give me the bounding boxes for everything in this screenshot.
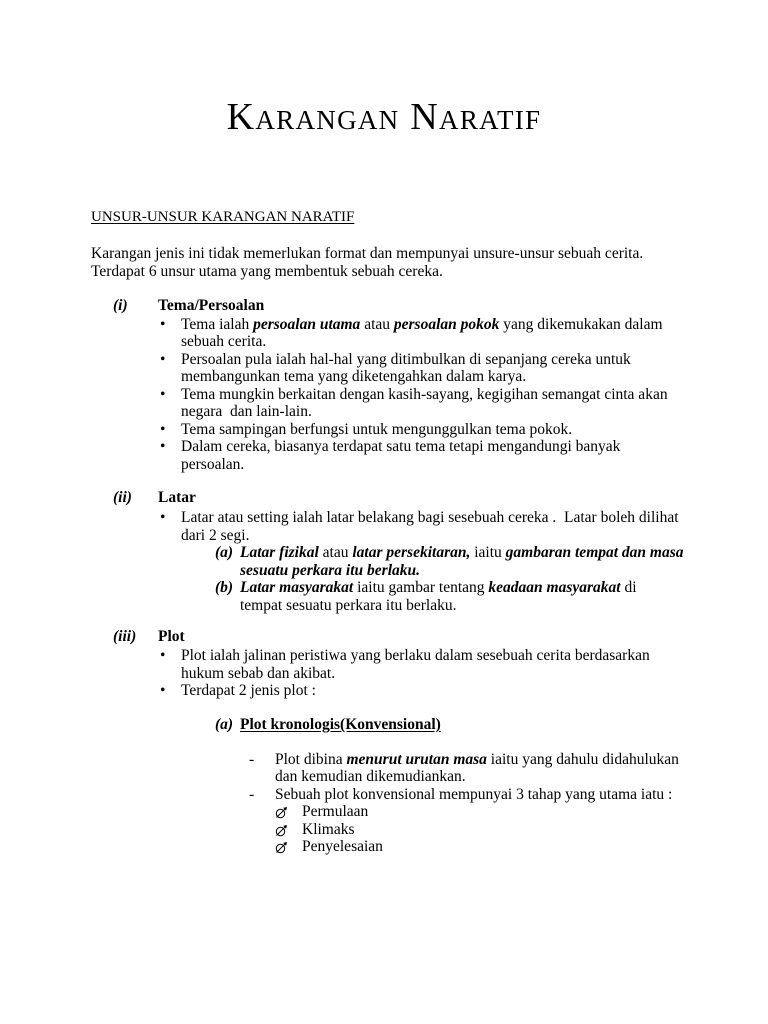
bullet-marker: •: [160, 315, 166, 333]
section-heading: UNSUR-UNSUR KARANGAN NARATIF: [91, 209, 355, 225]
text-run: gambaran tempat dan masa: [505, 544, 684, 561]
dash-list: [0, 751, 768, 804]
text-run: dan kemudian dikemudiankan.: [275, 768, 466, 785]
text-run: Plot ialah jalinan peristiwa yang berlaku dalam sesebuah cerita berdasarkan: [181, 647, 650, 664]
plot-subheading: [0, 716, 768, 734]
lettered-item: [0, 544, 768, 579]
lettered-marker: (a): [215, 544, 234, 561]
document-title: Karangan Naratif: [226, 96, 542, 138]
text-run: menurut urutan masa: [346, 750, 487, 768]
section-label: Latar: [158, 489, 196, 506]
text-line: [181, 665, 768, 683]
text-line: [275, 786, 768, 804]
text-run: hukum sebab dan akibat.: [181, 664, 336, 682]
text-run: persoalan.: [181, 455, 245, 473]
text-line: [181, 368, 768, 386]
section-plot: [0, 628, 768, 856]
bullet-item: [0, 509, 768, 544]
bullet-list: [0, 316, 768, 474]
text-run: Dalam cereka, biasanya terdapat satu tema tetapi mengandungi banyak: [181, 438, 621, 455]
text-line: [181, 438, 768, 456]
text-line: [181, 316, 768, 334]
intro-line: Terdapat 6 unsur utama yang membentuk sebuah cereka.: [91, 262, 443, 280]
text-line: [181, 527, 768, 545]
text-line: [181, 403, 768, 421]
text-run: Latar masyarakat: [240, 579, 354, 596]
text-line: [240, 544, 768, 562]
text-line: [240, 716, 768, 734]
circled-arrow-icon: [275, 824, 288, 837]
text-run: persoalan pokok: [393, 315, 500, 333]
section-numeral: (iii): [113, 628, 137, 645]
text-run: sebuah cerita.: [181, 333, 267, 350]
section-latar: [0, 489, 768, 614]
text-run: iaitu gambar tentang: [353, 579, 489, 596]
step-item: [0, 838, 768, 856]
text-run: yang dikemukakan dalam: [499, 315, 663, 333]
bullet-marker: •: [160, 420, 166, 438]
bullet-item: [0, 316, 768, 351]
subheading-text: Plot kronologis(Konvensional): [240, 716, 441, 733]
text-run: Plot dibina: [275, 750, 347, 768]
plot-stage-list: [0, 803, 768, 856]
text-run: membangunkan tema yang diketengahkan dalam karya.: [181, 368, 527, 385]
bullet-item: [0, 421, 768, 439]
intro-line: Karangan jenis ini tidak memerlukan format dan mempunyai unsure-unsur sebuah cerita.: [91, 245, 644, 262]
bullet-item: [0, 438, 768, 473]
section-label: Tema/Persoalan: [158, 297, 265, 314]
lettered-marker: (b): [215, 579, 234, 596]
bullet-marker: •: [160, 509, 166, 526]
text-run: iaitu: [470, 544, 506, 561]
text-run: Tema sampingan berfungsi untuk mengunggulkan tema pokok.: [181, 420, 573, 438]
text-line: Permulaan: [302, 803, 369, 820]
section-numeral: (ii): [113, 489, 132, 506]
text-run: Tema mungkin berkaitan dengan kasih-sayang, kegigihan semangat cinta akan: [181, 385, 668, 403]
text-run: atau: [318, 544, 353, 561]
lettered-list: [0, 544, 768, 614]
bullet-item: [0, 386, 768, 421]
text-run: Latar atau setting ialah latar belakang bagi sesebuah cereka . Latar boleh dilihat: [181, 509, 679, 526]
text-line: [275, 751, 768, 769]
text-run: di: [620, 579, 637, 596]
section-header: [0, 628, 768, 646]
dash-item: [0, 786, 768, 804]
section-tema-persoalan: [0, 297, 768, 473]
bullet-item: [0, 682, 768, 700]
text-run: atau: [360, 315, 394, 333]
text-run: Persoalan pula ialah hal-hal yang ditimbulkan di sepanjang cereka untuk: [181, 350, 631, 368]
text-line: [240, 579, 768, 597]
bullet-marker: •: [160, 350, 166, 368]
text-run: sesuatu perkara itu berlaku.: [240, 561, 421, 579]
bullet-marker: •: [160, 682, 166, 699]
text-run: iaitu yang dahulu didahulukan: [486, 750, 679, 768]
circled-arrow-icon: [275, 841, 288, 854]
bullet-marker: •: [160, 385, 166, 403]
bullet-marker: •: [160, 438, 166, 455]
text-line: [181, 456, 768, 474]
bullet-item: [0, 351, 768, 386]
text-line: Penyelesaian: [302, 838, 383, 855]
text-run: tempat sesuatu perkara itu berlaku.: [240, 596, 457, 614]
section-numeral: (i): [113, 297, 128, 314]
text-line: [181, 351, 768, 369]
text-run: Latar fizikal: [240, 544, 319, 561]
text-run: negara dan lain-lain.: [181, 403, 312, 420]
circled-arrow-icon: [275, 806, 288, 819]
text-line: [181, 386, 768, 404]
section-label: Plot: [158, 628, 185, 645]
text-line: [181, 509, 768, 527]
dash-marker: -: [249, 785, 255, 803]
text-line: Klimaks: [302, 820, 355, 838]
text-line: [181, 682, 768, 700]
text-line: [240, 597, 768, 615]
bullet-item: [0, 647, 768, 682]
dash-marker: -: [249, 750, 255, 768]
text-line: [181, 647, 768, 665]
bullet-list: [0, 509, 768, 544]
bullet-list: [0, 647, 768, 700]
section-header: [0, 297, 768, 315]
text-run: persoalan utama: [253, 315, 361, 333]
text-run: Terdapat 2 jenis plot :: [181, 682, 316, 699]
text-run: Tema ialah: [181, 315, 254, 333]
lettered-item: [0, 579, 768, 614]
intro-paragraph: [91, 245, 643, 280]
step-item: [0, 821, 768, 839]
bullet-marker: •: [160, 647, 166, 664]
text-line: [181, 421, 768, 439]
text-run: keadaan masyarakat: [488, 579, 621, 596]
text-line: [275, 768, 768, 786]
subheading-letter: (a): [215, 716, 234, 733]
text-run: latar persekitaran,: [352, 544, 471, 561]
text-line: [240, 562, 768, 580]
text-run: dari 2 segi.: [181, 526, 250, 544]
step-item: [0, 803, 768, 821]
section-header: [0, 489, 768, 507]
dash-item: [0, 751, 768, 786]
text-run: Sebuah plot konvensional mempunyai 3 tahap yang utama iatu :: [275, 785, 673, 803]
text-line: [181, 333, 768, 351]
